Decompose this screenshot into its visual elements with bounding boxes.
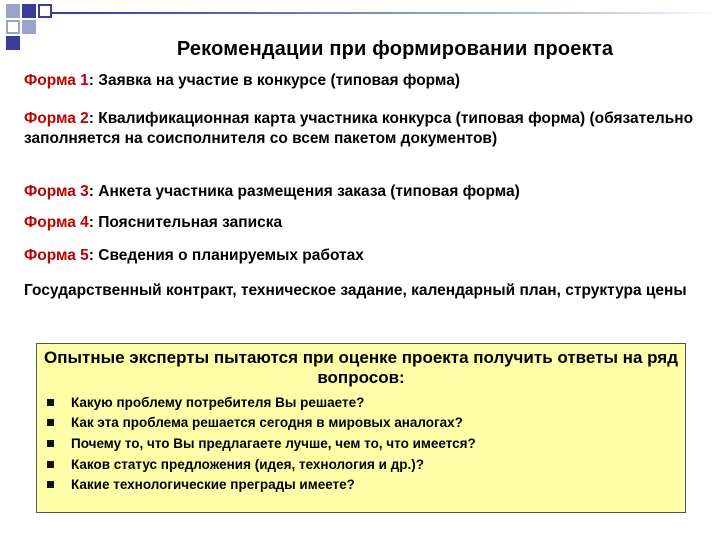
bullet-icon [47,481,54,488]
form-1: Форма 1: Заявка на участие в конкурсе (типовая форма) [24,72,460,89]
question-item [71,414,463,432]
experts-heading: Опытные эксперты пытаются при оценке проекта получить ответы на ряд вопросов: [43,348,678,387]
bullet-icon [47,440,54,447]
form-5-label: Форма 5 [24,247,89,264]
form-2-text: Квалификационная карта участника конкурса (типовая форма) (обязательно заполняется на соисполнителя со всем пакетом документов) [24,110,694,147]
question-item [71,456,424,474]
form-5-text: Сведения о планируемых работах [98,247,364,264]
page-title: Рекомендации при формировании проекта [176,38,614,60]
form-2: Форма 2: Квалификационная карта участника конкурса (типовая форма) (обязательно заполняется на соисполнителя со всем пакетом документов) [24,110,694,147]
contract-text: Государственный контракт, техническое задание, календарный план, структура цены [24,282,687,299]
form-5: Форма 5: Сведения о планируемых работах [24,247,364,264]
form-4-text: Пояснительная записка [98,214,283,231]
form-2-label: Форма 2 [24,110,89,127]
question-text: Каков статус предложения (идея, технология и др.)? [71,457,425,472]
question-item [71,394,364,412]
form-3-text: Анкета участника размещения заказа (типовая форма) [98,183,520,200]
form-3-label: Форма 3 [24,183,89,200]
experts-box [36,343,686,513]
question-item [71,435,476,453]
bullet-icon [47,399,54,406]
question-text: Какие технологические преграды имеете? [71,477,355,492]
question-text: Какую проблему потребителя Вы решаете? [71,395,365,410]
form-4: Форма 4: Пояснительная записка [24,214,283,231]
form-4-label: Форма 4 [24,214,89,231]
question-text: Как эта проблема решается сегодня в мировых аналогах? [71,415,463,430]
question-text: Почему то, что Вы предлагаете лучше, чем то, что имеется? [71,436,476,451]
form-1-text: Заявка на участие в конкурсе (типовая форма) [98,72,460,89]
form-1-label: Форма 1 [24,72,89,89]
header-rule [52,12,720,14]
bullet-icon [47,461,54,468]
bullet-icon [47,419,54,426]
question-item [71,476,355,494]
form-3: Форма 3: Анкета участника размещения заказа (типовая форма) [24,183,520,200]
